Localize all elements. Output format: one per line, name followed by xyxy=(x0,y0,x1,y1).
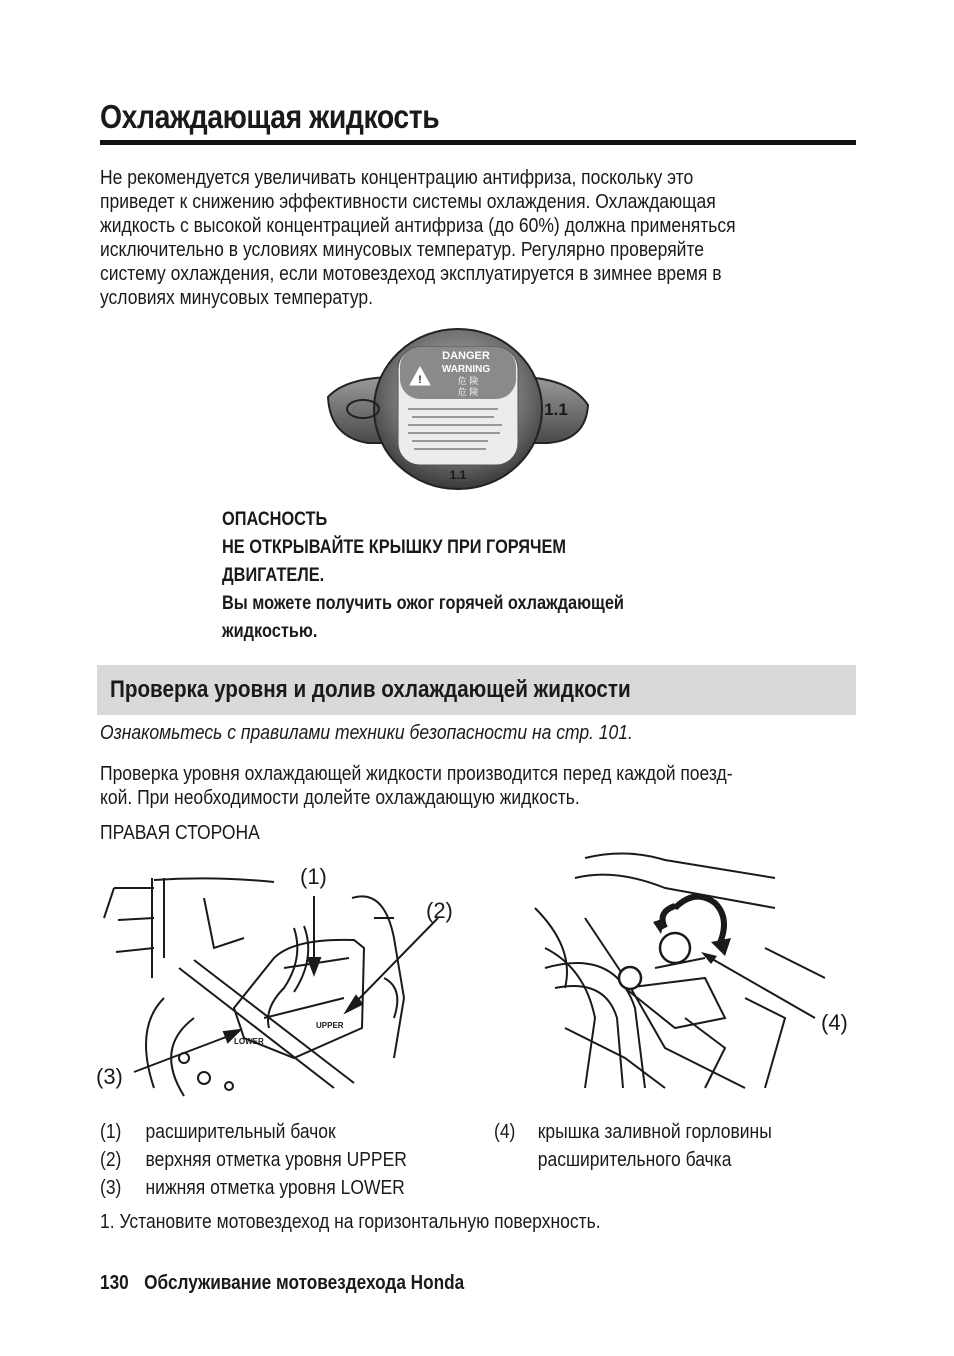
legend-item xyxy=(100,1174,407,1202)
safety-note: Ознакомьтесь с правилами техники безопасности на стр. 101. xyxy=(100,722,633,744)
section-title: Проверка уровня и долив охлаждающей жидкости xyxy=(110,676,631,703)
legend-text: крышка заливной горловины xyxy=(537,1121,772,1143)
legend-num: (3) xyxy=(100,1177,122,1199)
cap-label-jp2: 危 険 xyxy=(457,387,479,397)
legend-num: (2) xyxy=(100,1149,122,1171)
cap-rating-bottom: 1.1 xyxy=(449,468,467,482)
warning-line: НЕ ОТКРЫВАЙТЕ КРЫШКУ ПРИ ГОРЯЧЕМ xyxy=(222,537,567,558)
radiator-cap-illustration xyxy=(318,325,598,497)
intro-paragraph xyxy=(100,166,853,310)
intro-line: приведет к снижению эффективности системы охлаждения. Охлаждающая xyxy=(100,191,716,213)
body-line: Проверка уровня охлаждающей жидкости производится перед каждой поезд- xyxy=(100,763,733,785)
lower-mark: LOWER xyxy=(234,1037,264,1046)
side-label: ПРАВАЯ СТОРОНА xyxy=(100,822,260,844)
intro-line: систему охлаждения, если мотовездеход эксплуатируется в зимнее время в xyxy=(100,263,722,285)
secondary-cap xyxy=(619,967,641,989)
warning-heading: ОПАСНОСТЬ xyxy=(222,509,328,530)
title-rule xyxy=(100,140,856,145)
svg-text:!: ! xyxy=(418,374,422,386)
intro-line: исключительно в условиях минусовых температур. Регулярно проверяйте xyxy=(100,239,705,261)
page-title: Охлаждающая жидкость xyxy=(100,98,440,135)
tank-cap-diagram xyxy=(525,848,860,1093)
step-1-text: 1. Установите мотовездеход на горизонтальную поверхность. xyxy=(100,1211,601,1233)
body-line: кой. При необходимости долейте охлаждающую жидкость. xyxy=(100,787,580,809)
cap-rating-right: 1.1 xyxy=(544,400,568,419)
legend-item xyxy=(494,1118,772,1146)
callout-2: (2) xyxy=(426,898,453,923)
legend-text: расширительного бачка xyxy=(537,1149,732,1171)
legend-item xyxy=(100,1146,407,1174)
legend-num: (1) xyxy=(100,1121,122,1143)
intro-line: условиях минусовых температур. xyxy=(100,287,374,309)
legend-left xyxy=(100,1118,407,1202)
legend-text: нижняя отметка уровня LOWER xyxy=(145,1177,405,1199)
cap-linework xyxy=(535,853,825,1088)
intro-line: Не рекомендуется увеличивать концентрацию антифриза, поскольку это xyxy=(100,167,694,189)
warning-line: ДВИГАТЕЛЕ. xyxy=(222,565,325,586)
legend-item xyxy=(100,1118,407,1146)
legend-item-cont xyxy=(494,1146,772,1174)
legend-text: верхняя отметка уровня UPPER xyxy=(145,1149,407,1171)
callout-1: (1) xyxy=(300,864,327,889)
legend-right xyxy=(494,1118,772,1174)
callout-4: (4) xyxy=(821,1010,848,1035)
filler-cap xyxy=(660,933,690,963)
callout-3: (3) xyxy=(96,1064,123,1089)
warning-line: жидкостью. xyxy=(222,621,318,642)
warning-line: Вы можете получить ожог горячей охлаждающей xyxy=(222,593,624,614)
legend-text: расширительный бачок xyxy=(145,1121,336,1143)
section-body xyxy=(100,762,853,810)
upper-mark: UPPER xyxy=(316,1021,344,1030)
intro-line: жидкость с высокой концентрацией антифриза (до 60%) должна применяться xyxy=(100,215,736,237)
page-number: 130 xyxy=(100,1272,129,1294)
footer-text: Обслуживание мотовездехода Honda xyxy=(144,1272,465,1294)
page-footer xyxy=(100,1272,464,1295)
legend-num: (4) xyxy=(494,1121,516,1143)
danger-warning xyxy=(222,506,738,646)
cap-label-danger: DANGER xyxy=(442,350,490,362)
step-1 xyxy=(100,1210,853,1234)
cap-label-jp1: 危 険 xyxy=(457,376,479,386)
reserve-tank-diagram xyxy=(94,858,474,1098)
engine-linework xyxy=(104,878,404,1096)
cap-label-warning: WARNING xyxy=(441,364,491,375)
